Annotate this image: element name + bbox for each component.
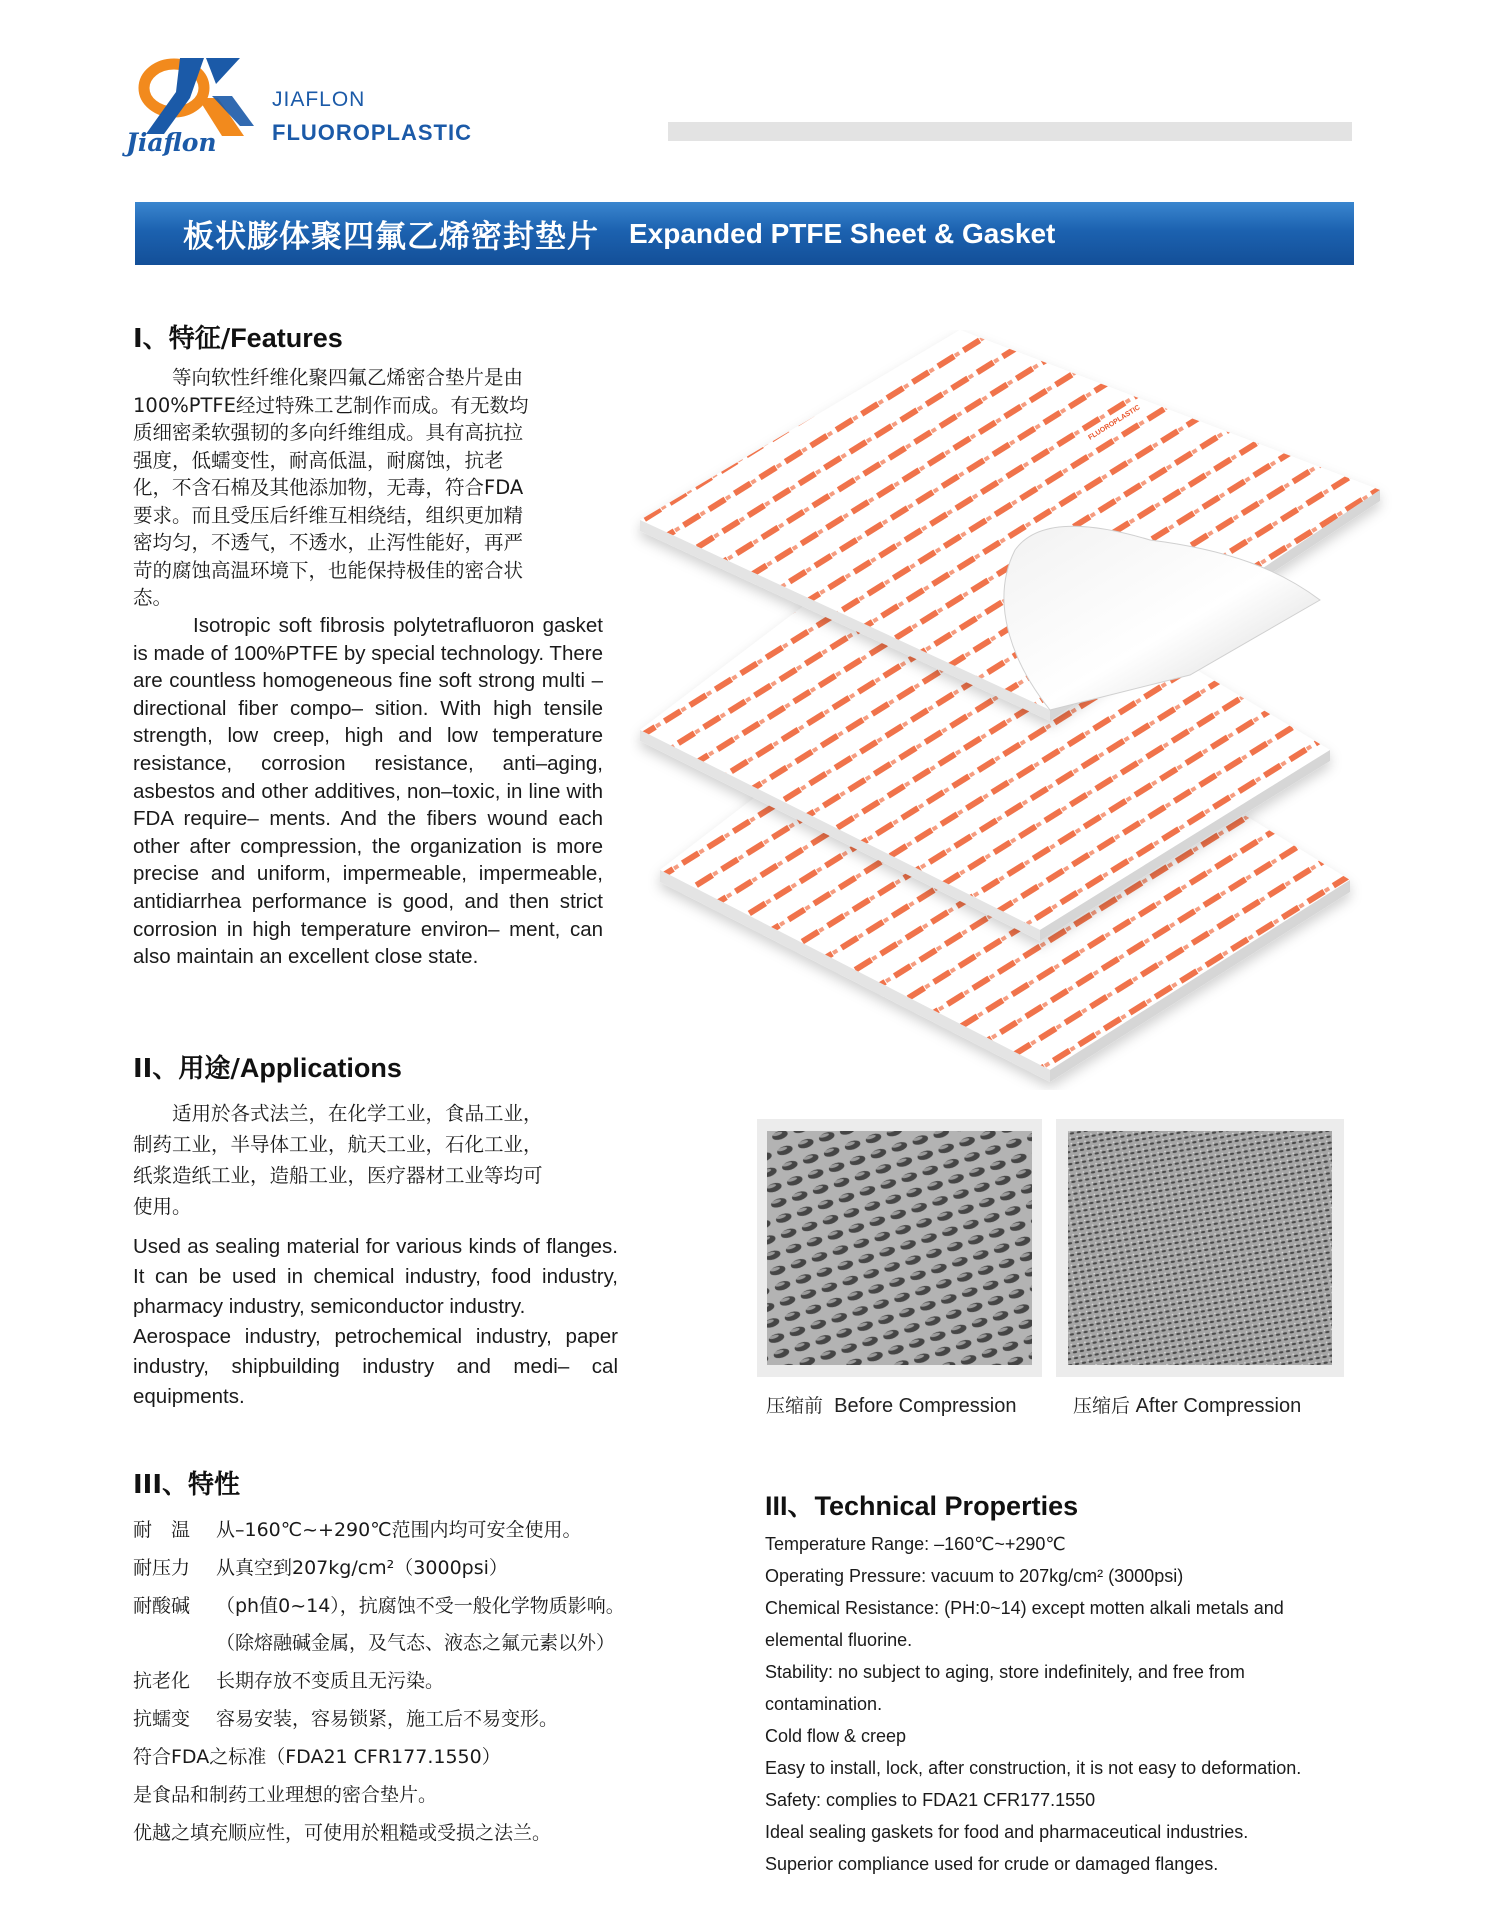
text-line: 态。	[133, 586, 173, 609]
text-line: 制药工业，半导体工业，航天工业，石化工业，	[133, 1133, 543, 1156]
features-heading	[133, 318, 343, 355]
after-compression-micrograph	[1068, 1131, 1332, 1365]
technical-line: Temperature Range: –160℃~+290℃	[765, 1534, 1066, 1554]
features-heading-en: Features	[230, 323, 343, 353]
features-heading-num: I、	[133, 324, 169, 354]
banner-title-zh: 板状膨体聚四氟乙烯密封垫片	[183, 219, 599, 255]
text-line: 密均匀，不透气，不透水，止泻性能好，再严	[133, 531, 524, 554]
technical-line: Operating Pressure: vacuum to 207kg/cm² (3000psi)	[765, 1566, 1184, 1586]
property-value: 容易安装，容易锁紧，施工后不易变形。	[216, 1708, 559, 1730]
properties-zh-heading: III、特性	[133, 1470, 241, 1500]
text-line: 100%PTFE经过特殊工艺制作而成。有无数均	[133, 393, 529, 417]
text-line: 纸浆造纸工业，造船工业，医疗器材工业等均可	[133, 1164, 543, 1187]
technical-line: Easy to install, lock, after construction, it is not easy to deformation.	[765, 1758, 1302, 1778]
property-row	[133, 1591, 625, 1618]
property-row	[133, 1515, 582, 1542]
applications-en-text	[133, 1232, 618, 1412]
technical-line: Superior compliance used for crude or damaged flanges.	[765, 1854, 1219, 1874]
property-key: 耐酸碱	[133, 1595, 191, 1617]
header-divider-bar	[668, 122, 1352, 141]
property-line: 是食品和制药工业理想的密合垫片。	[133, 1784, 438, 1806]
property-row	[133, 1704, 558, 1731]
applications-en-para-1: Used as sealing material for various kinds of flanges. It can be used in chemical industry, food industry, pharmacy industry, semiconductor industry.	[133, 1235, 618, 1318]
applications-heading-num: II、	[133, 1054, 179, 1084]
before-compression-micrograph	[767, 1131, 1032, 1365]
text-line: 使用。	[133, 1195, 192, 1218]
logo-wordmark: Jiaflon	[126, 128, 217, 157]
applications-zh-text	[133, 1098, 613, 1222]
property-row	[133, 1666, 444, 1693]
property-line: 优越之填充顺应性，可使用於粗糙或受损之法兰。	[133, 1822, 552, 1844]
text-line: 苛的腐蚀高温环境下，也能保持极佳的密合状	[133, 558, 524, 582]
technical-line: Chemical Resistance: (PH:0~14) except motten alkali metals and	[765, 1598, 1284, 1618]
banner-title-en: Expanded PTFE Sheet & Gasket	[629, 217, 1056, 249]
brand-name: JIAFLON	[272, 88, 366, 111]
technical-line: contamination.	[765, 1694, 883, 1714]
technical-line: elemental fluorine.	[765, 1630, 913, 1650]
sheet-print-label: FLUOROPLASTIC	[1087, 404, 1142, 442]
caption-before-en: Before Compression	[834, 1395, 1017, 1417]
brand-subtitle: FLUOROPLASTIC	[272, 120, 472, 145]
technical-line: Safety: complies to FDA21 CFR177.1550	[765, 1790, 1096, 1810]
photo-before-frame	[757, 1119, 1042, 1377]
applications-heading	[133, 1048, 402, 1085]
technical-line: Stability: no subject to aging, store indefinitely, and free from	[765, 1662, 1245, 1682]
caption-after-en: After Compression	[1135, 1395, 1302, 1417]
photo-after-frame	[1056, 1119, 1344, 1377]
property-line: 符合FDA之标准（FDA21 CFR177.1550）	[133, 1746, 501, 1768]
caption-before	[766, 1391, 1016, 1418]
property-key: 耐 温	[133, 1519, 191, 1541]
property-value: 长期存放不变质且无污染。	[216, 1670, 445, 1692]
text-line: 质细密柔软强韧的多向纤维组成。具有高抗拉	[133, 421, 524, 444]
applications-en-para-2: Aerospace industry, petrochemical industry, paper industry, shipbuilding industry and medi– cal equipments.	[133, 1325, 618, 1408]
text-line: 强度，低蠕变性，耐高低温，耐腐蚀，抗老	[133, 448, 504, 472]
features-en-text: Isotropic soft fibrosis polytetrafluoron gasket is made of 100%PTFE by special technology. There are countless homogeneous fine soft strong multi – directional fiber compo– sition. With high tensile strength, low creep, high and low temperature resistance, corrosion resistance, anti–aging, asbestos and other additives, non–toxic, in line with FDA require– ments. And the fibers wound each other after compression, the organization is more precise and uniform, impermeable, impermeable, antidiarrhea performance is good, and then strict corrosion in high temperature environ– ment, can also maintain an excellent close state.	[133, 614, 603, 969]
technical-heading: III、Technical Properties	[765, 1491, 1079, 1521]
applications-heading-en: Applications	[239, 1053, 402, 1083]
text-line: 等向软性纤维化聚四氟乙烯密合垫片是由	[133, 366, 524, 389]
property-key: 耐压力	[133, 1557, 191, 1579]
caption-after	[1073, 1391, 1301, 1418]
property-value: （除熔融碱金属，及气态、液态之氟元素以外）	[216, 1632, 616, 1654]
technical-line: Cold flow & creep	[765, 1726, 907, 1746]
features-heading-zh: 特征/	[168, 324, 231, 354]
text-line: 适用於各式法兰，在化学工业，食品工业，	[133, 1102, 543, 1125]
features-zh-text	[133, 364, 603, 612]
property-value: 从–160℃~+290℃范围内均可安全使用。	[216, 1519, 582, 1541]
title-banner	[135, 202, 1354, 265]
applications-heading-zh: 用途/	[178, 1054, 240, 1084]
property-value: 从真空到207kg/cm²（3000psi）	[216, 1557, 508, 1579]
ptfe-sheets-image	[630, 330, 1410, 1090]
text-line: 化，不含石棉及其他添加物，无毒，符合FDA	[133, 476, 524, 499]
property-row	[133, 1553, 508, 1580]
property-row	[133, 1628, 615, 1655]
caption-after-zh: 压缩后	[1073, 1395, 1131, 1417]
property-key: 抗蠕变	[133, 1708, 191, 1730]
caption-before-zh: 压缩前	[766, 1395, 824, 1417]
text-line: 要求。而且受压后纤维互相绕结，组织更加精	[133, 503, 524, 527]
property-value: （ph值0~14），抗腐蚀不受一般化学物质影响。	[216, 1595, 625, 1617]
property-key: 抗老化	[133, 1670, 191, 1692]
technical-line: Ideal sealing gaskets for food and pharmaceutical industries.	[765, 1822, 1249, 1842]
